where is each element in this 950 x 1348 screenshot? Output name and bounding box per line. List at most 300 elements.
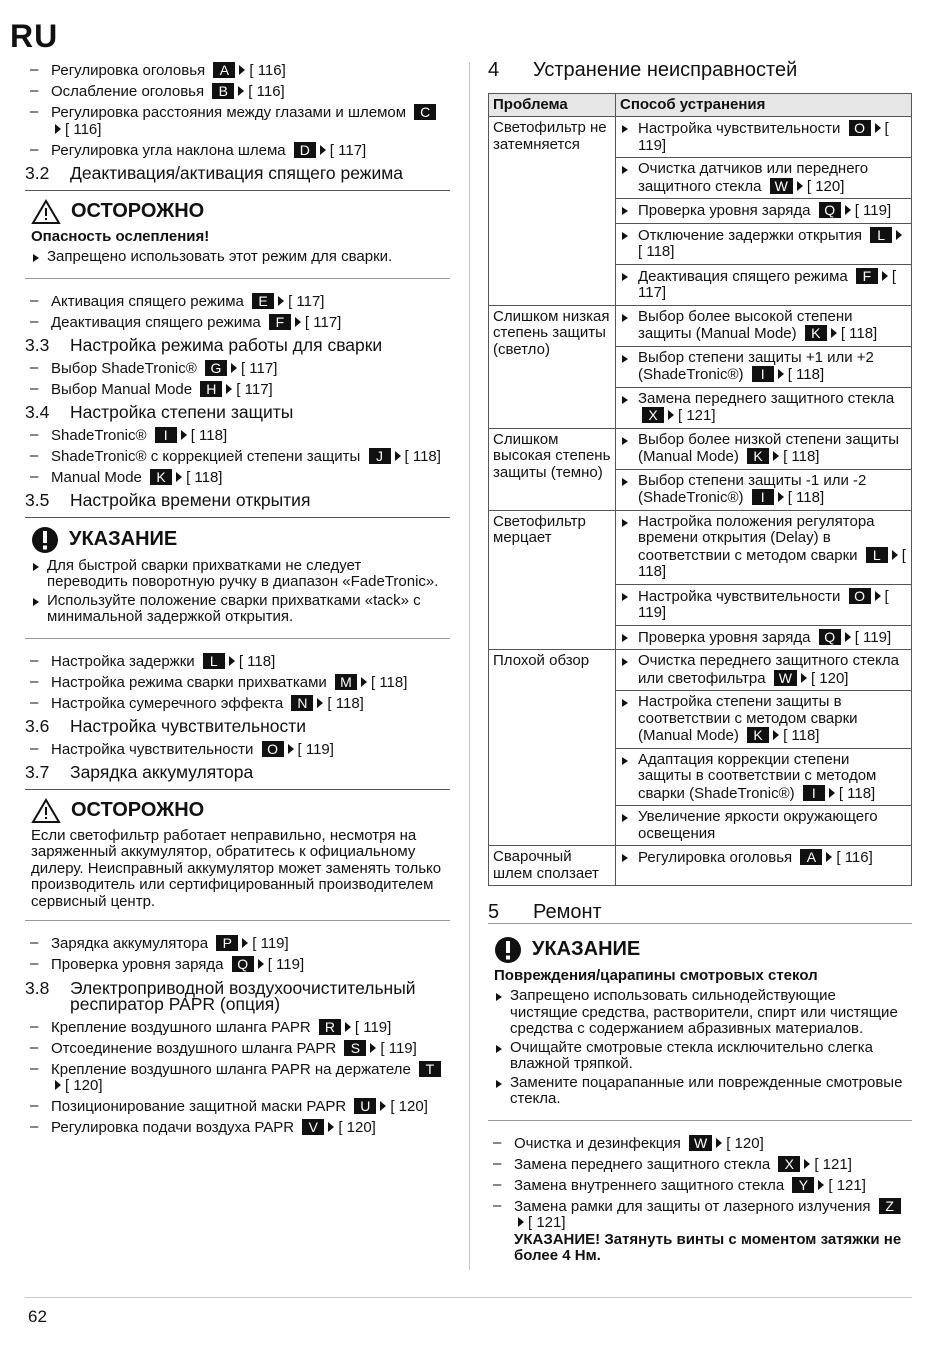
page-reference: [ 118] xyxy=(783,448,820,465)
solution-text: Адаптация коррекции степени защиты в соответствии с методом сварки (ShadeTronic®) xyxy=(638,750,877,802)
notice-header xyxy=(31,526,444,554)
figure-key-badge: K xyxy=(747,727,769,743)
page-reference: [ 119] xyxy=(638,120,889,154)
arrow-right-icon xyxy=(258,959,264,969)
arrow-right-icon xyxy=(716,1138,722,1148)
solution-cell xyxy=(616,691,912,749)
figure-key-badge: I xyxy=(155,427,177,443)
column-divider xyxy=(469,62,470,1270)
list-item-text: Деактивация спящего режима xyxy=(51,313,261,331)
list-item xyxy=(25,314,450,332)
caution-header xyxy=(31,199,444,225)
list-item-text: Настройка чувствительности xyxy=(51,740,254,758)
page-reference: [ 117] xyxy=(236,380,273,398)
figure-key-badge: Q xyxy=(819,629,841,645)
page-reference: [ 116] xyxy=(249,62,286,79)
arrow-right-icon xyxy=(317,698,323,708)
section-title: Настройка степени защиты xyxy=(70,402,294,422)
notice-bullet: Замените поцарапанные или поврежденные смотровые стекла. xyxy=(494,1075,906,1108)
list-item-text: Крепление воздушного шланга PAPR xyxy=(51,1018,311,1036)
column-header-problem: Проблема xyxy=(489,93,616,117)
arrow-right-icon xyxy=(328,1122,334,1132)
list-item-text: Выбор Manual Mode xyxy=(51,380,193,398)
arrow-right-icon xyxy=(845,205,851,215)
arrow-right-icon xyxy=(395,451,401,461)
page-reference: [ 118] xyxy=(186,468,223,486)
list-item xyxy=(25,935,450,953)
solution-cell xyxy=(616,305,912,346)
list-item-text: Замена внутреннего защитного стекла xyxy=(514,1176,785,1194)
torque-note: УКАЗАНИЕ! Затянуть винты с моментом затяжки не более 4 Нм. xyxy=(514,1230,902,1264)
list-item xyxy=(25,1019,450,1037)
section-3-5-list xyxy=(25,653,450,713)
solution-cell xyxy=(616,346,912,387)
list-item-text: Замена рамки для защиты от лазерного излучения xyxy=(514,1197,871,1215)
figure-key-badge: W xyxy=(689,1135,712,1151)
section-4-heading xyxy=(488,59,912,81)
arrow-right-icon xyxy=(55,124,61,134)
page-reference: [ 117] xyxy=(329,141,367,159)
figure-key-badge: I xyxy=(752,489,774,505)
page-reference: [ 118] xyxy=(238,652,276,670)
list-item xyxy=(25,741,450,759)
arrow-right-icon xyxy=(773,451,779,461)
arrow-right-icon xyxy=(518,1217,524,1227)
list-item-text: Очистка и дезинфекция xyxy=(514,1134,681,1152)
page-reference: [ 118] xyxy=(327,694,364,712)
page-reference: [ 117] xyxy=(638,267,897,301)
page-reference: [ 118] xyxy=(370,673,408,691)
list-item xyxy=(488,1135,912,1153)
page-reference: [ 121] xyxy=(678,407,716,424)
caution-box xyxy=(25,789,450,922)
figure-key-badge: C xyxy=(414,104,436,120)
section-3-7-list xyxy=(25,935,450,974)
solution-cell xyxy=(616,223,912,264)
figure-key-badge: A xyxy=(800,849,822,865)
figure-key-badge: X xyxy=(778,1156,800,1172)
problem-cell: Светофильтр не затемняется xyxy=(489,117,616,306)
list-item xyxy=(25,695,450,713)
figure-key-badge: P xyxy=(216,935,238,951)
caution-title: ОСТОРОЖНО xyxy=(71,200,205,223)
list-item-text: Крепление воздушного шланга PAPR на держателе xyxy=(51,1060,411,1078)
section-number: 3.3 xyxy=(25,335,50,355)
arrow-right-icon xyxy=(797,181,803,191)
warning-triangle-icon xyxy=(31,199,61,225)
figure-key-badge: K xyxy=(805,325,827,341)
notice-title: УКАЗАНИЕ xyxy=(532,938,641,961)
solution-cell xyxy=(616,806,912,846)
solution-cell xyxy=(616,846,912,886)
section-title: Деактивация/активация спящего режима xyxy=(70,163,404,183)
solution-cell xyxy=(616,428,912,469)
section-number: 3.6 xyxy=(25,716,50,736)
problem-cell: Светофильтр мерцает xyxy=(489,510,616,650)
list-item-text: ShadeTronic® xyxy=(51,426,147,444)
list-item xyxy=(488,1198,912,1265)
solution-cell xyxy=(616,264,912,305)
section-title: Настройка режима работы для сварки xyxy=(70,335,383,355)
list-item xyxy=(25,448,450,466)
arrow-right-icon xyxy=(668,410,674,420)
page-reference: [ 119] xyxy=(638,587,889,621)
arrow-right-icon xyxy=(845,632,851,642)
solution-cell xyxy=(616,584,912,625)
page-reference: [ 118] xyxy=(190,426,228,444)
list-item-text: Регулировка подачи воздуха PAPR xyxy=(51,1119,295,1136)
right-column xyxy=(488,59,912,1268)
list-item-text: Отсоединение воздушного шланга PAPR xyxy=(51,1039,337,1057)
solution-text: Очистка датчиков или переднего защитного стекла xyxy=(638,160,869,195)
section-3-2-list xyxy=(25,293,450,332)
solution-cell xyxy=(616,469,912,510)
list-item-text: Настройка режима сварки прихватками xyxy=(51,673,327,691)
section-title: Ремонт xyxy=(533,901,602,923)
language-label: RU xyxy=(10,18,59,54)
solution-text: Увеличение яркости окружающего освещения xyxy=(638,808,878,842)
solution-text: Отключение задержки открытия xyxy=(638,226,863,244)
caution-title: ОСТОРОЖНО xyxy=(71,799,205,822)
notice-subtitle: Повреждения/царапины смотровых стекол xyxy=(494,966,818,984)
caution-bullets xyxy=(31,249,444,266)
list-item-text: Регулировка расстояния между глазами и шлемом xyxy=(51,104,407,121)
solution-cell xyxy=(616,387,912,428)
arrow-right-icon xyxy=(773,730,779,740)
arrow-right-icon xyxy=(239,65,245,75)
list-item xyxy=(25,674,450,692)
caution-header xyxy=(31,798,444,824)
warning-triangle-icon xyxy=(31,798,61,824)
page-reference: [ 116] xyxy=(65,120,102,138)
list-item xyxy=(25,427,450,445)
figure-key-badge: Q xyxy=(819,202,841,218)
section-number: 3.4 xyxy=(25,402,50,422)
figure-key-badge: F xyxy=(269,314,291,330)
page-reference: [ 120] xyxy=(726,1134,764,1152)
page-reference: [ 118] xyxy=(838,784,876,802)
notice-bullets xyxy=(494,988,906,1108)
solution-cell xyxy=(616,650,912,691)
solution-text: Замена переднего защитного стекла xyxy=(638,389,895,407)
arrow-right-icon xyxy=(892,550,898,560)
section-title: Настройка чувствительности xyxy=(70,716,307,736)
section-3-4-heading xyxy=(25,404,450,421)
page-reference: [ 121] xyxy=(828,1176,866,1194)
figure-key-badge: I xyxy=(752,366,774,382)
arrow-right-icon xyxy=(278,296,284,306)
notice-bullets xyxy=(31,558,444,626)
section-title: Электроприводной воздухоочистительный респиратор PAPR (опция) xyxy=(70,977,416,1014)
notice-title: УКАЗАНИЕ xyxy=(69,528,178,551)
list-item-text: Позиционирование защитной маски PAPR xyxy=(51,1098,347,1115)
figure-key-badge: L xyxy=(866,547,888,563)
solution-text: Очистка переднего защитного стекла или светофильтра xyxy=(638,652,899,687)
solution-text: Выбор более высокой степени защиты (Manual Mode) xyxy=(638,307,853,342)
arrow-right-icon xyxy=(370,1043,376,1053)
solution-text: Настройка чувствительности xyxy=(638,587,841,605)
list-item xyxy=(25,1119,450,1137)
page-reference: [ 120] xyxy=(390,1098,428,1115)
section-3-3-list xyxy=(25,360,450,399)
figure-key-badge: J xyxy=(369,448,391,464)
arrow-right-icon xyxy=(801,673,807,683)
list-item-text: Настройка сумеречного эффекта xyxy=(51,694,284,712)
section-3-4-list xyxy=(25,427,450,487)
page-reference: [ 119] xyxy=(854,628,892,646)
solution-text: Настройка положения регулятора времени открытия (Delay) в соответствии с методом сварки xyxy=(638,512,875,564)
list-item xyxy=(25,1061,450,1095)
solution-cell xyxy=(616,510,912,584)
list-item xyxy=(25,142,450,160)
page-reference: [ 118] xyxy=(787,366,825,383)
page-reference: [ 119] xyxy=(252,935,289,952)
section-number: 3.2 xyxy=(25,163,50,183)
arrow-right-icon xyxy=(242,938,248,948)
troubleshooting-table xyxy=(488,93,912,887)
list-item xyxy=(25,381,450,399)
page-reference: [ 120] xyxy=(806,177,845,195)
figure-key-badge: M xyxy=(335,674,357,690)
exclamation-circle-icon xyxy=(494,936,522,964)
arrow-right-icon xyxy=(831,328,837,338)
page-reference: [ 117] xyxy=(240,359,278,377)
page-reference: [ 121] xyxy=(814,1155,852,1173)
solution-text: Выбор более низкой степени защиты (Manual Mode) xyxy=(638,430,900,465)
section-number: 4 xyxy=(488,59,500,81)
solution-text: Проверка уровня заряда xyxy=(638,628,811,646)
section-3-8-heading xyxy=(25,977,450,1014)
solution-text: Настройка степени защиты в соответствии с методом сварки (Manual Mode) xyxy=(638,693,858,744)
section-3-2-heading xyxy=(25,165,450,182)
list-item xyxy=(488,1156,912,1174)
solution-text: Деактивация спящего режима xyxy=(638,267,848,285)
caution-bullet: Запрещено использовать этот режим для сварки. xyxy=(31,249,444,266)
page-reference: [ 118] xyxy=(840,325,878,342)
section-3-6-heading xyxy=(25,718,450,735)
notice-box xyxy=(25,517,450,639)
figure-key-badge: W xyxy=(770,178,793,194)
arrow-right-icon xyxy=(804,1159,810,1169)
page-reference: [ 118] xyxy=(638,546,906,580)
table-row xyxy=(489,117,912,158)
list-item xyxy=(25,360,450,378)
exclamation-circle-icon xyxy=(31,526,59,554)
notice-bullet: Запрещено использовать сильнодействующие чистящие средства, растворители, спирт или чистящие средства с содержанием абразивных материалов. xyxy=(494,988,906,1038)
arrow-right-icon xyxy=(882,271,888,281)
list-item-text: Ослабление оголовья xyxy=(51,83,205,100)
page-reference: [ 118] xyxy=(404,447,441,465)
caution-subtitle: Опасность ослепления! xyxy=(31,227,210,245)
section-3-7-heading xyxy=(25,764,450,781)
list-item xyxy=(25,83,450,101)
list-item-text: Зарядка аккумулятора xyxy=(51,935,209,952)
list-item-text: Активация спящего режима xyxy=(51,292,244,310)
solution-text: Выбор степени защиты +1 или +2 (ShadeTronic®) xyxy=(638,348,874,383)
problem-cell: Плохой обзор xyxy=(489,650,616,846)
solution-text: Выбор степени защиты -1 или -2 (ShadeTronic®) xyxy=(638,471,867,506)
page-reference: [ 119] xyxy=(354,1018,392,1036)
left-column xyxy=(25,62,450,1140)
solution-cell xyxy=(616,625,912,650)
figure-key-badge: E xyxy=(252,293,274,309)
section-5-list xyxy=(488,1135,912,1265)
section-number: 3.5 xyxy=(25,490,50,510)
section-number: 5 xyxy=(488,901,500,923)
solution-text: Проверка уровня заряда xyxy=(638,202,811,219)
list-item xyxy=(25,1098,450,1116)
section-title: Устранение неисправностей xyxy=(533,59,798,81)
section-number: 3.8 xyxy=(25,977,50,998)
column-header-solution: Способ устранения xyxy=(616,93,912,117)
section-3-5-heading xyxy=(25,492,450,509)
arrow-right-icon xyxy=(361,677,367,687)
figure-key-badge: V xyxy=(302,1119,324,1135)
arrow-right-icon xyxy=(231,363,237,373)
intro-list xyxy=(25,62,450,159)
list-item-text: Manual Mode xyxy=(51,468,142,486)
list-item xyxy=(25,1040,450,1058)
solution-text: Регулировка оголовья xyxy=(638,849,793,866)
section-number: 3.7 xyxy=(25,762,50,782)
solution-cell xyxy=(616,117,912,158)
figure-key-badge: L xyxy=(870,227,892,243)
list-item-text: Выбор ShadeTronic® xyxy=(51,359,197,377)
table-header-row xyxy=(489,93,912,117)
list-item-text: Проверка уровня заряда xyxy=(51,956,224,973)
arrow-right-icon xyxy=(829,788,835,798)
page-reference: [ 118] xyxy=(638,243,675,260)
table-row xyxy=(489,305,912,346)
page-reference: [ 116] xyxy=(248,83,285,100)
arrow-right-icon xyxy=(778,492,784,502)
section-title: Настройка времени открытия xyxy=(70,490,311,510)
figure-key-badge: W xyxy=(774,670,797,686)
figure-key-badge: H xyxy=(200,381,222,397)
figure-key-badge: B xyxy=(212,83,234,99)
arrow-right-icon xyxy=(229,656,235,666)
section-title: Зарядка аккумулятора xyxy=(70,762,254,782)
arrow-right-icon xyxy=(345,1022,351,1032)
arrow-right-icon xyxy=(380,1101,386,1111)
problem-cell: Слишком высокая степень защиты (темно) xyxy=(489,428,616,510)
figure-key-badge: X xyxy=(642,407,664,423)
arrow-right-icon xyxy=(55,1080,61,1090)
page-reference: [ 118] xyxy=(783,727,820,744)
list-item xyxy=(488,1177,912,1195)
figure-key-badge: N xyxy=(291,695,313,711)
figure-key-badge: Y xyxy=(792,1177,814,1193)
page-reference: [ 118] xyxy=(787,489,825,506)
notice-bullet: Очищайте смотровые стекла исключительно слегка влажной тряпкой. xyxy=(494,1040,906,1073)
page-reference: [ 119] xyxy=(267,956,305,973)
figure-key-badge: D xyxy=(294,142,316,158)
list-item xyxy=(25,956,450,974)
list-item-text: Регулировка оголовья xyxy=(51,62,206,79)
section-3-3-heading xyxy=(25,337,450,354)
caution-text: Если светофильтр работает неправильно, несмотря на заряженный аккумулятор, обратитесь к официальному дилеру. Неисправный аккумулятор может заменять только производитель или сертифицированный производителем сервисный центр. xyxy=(31,826,442,910)
page-reference: [ 116] xyxy=(836,849,873,866)
figure-key-badge: R xyxy=(319,1019,341,1035)
solution-cell xyxy=(616,199,912,224)
problem-cell: Сварочный шлем сползает xyxy=(489,846,616,886)
list-item xyxy=(25,293,450,311)
solution-cell xyxy=(616,158,912,199)
figure-key-badge: S xyxy=(344,1040,366,1056)
figure-key-badge: F xyxy=(856,268,878,284)
solution-cell xyxy=(616,748,912,806)
arrow-right-icon xyxy=(896,230,902,240)
figure-key-badge: I xyxy=(803,785,825,801)
problem-cell: Слишком низкая степень защиты (светло) xyxy=(489,305,616,428)
page-reference: [ 117] xyxy=(304,313,342,331)
page-reference: [ 119] xyxy=(297,740,334,758)
figure-key-badge: K xyxy=(747,448,769,464)
page-reference: [ 119] xyxy=(854,202,892,219)
page-number: 62 xyxy=(28,1307,47,1326)
notice-box xyxy=(488,928,912,1121)
figure-key-badge: O xyxy=(849,120,871,136)
notice-bullet: Для быстрой сварки прихватками не следует переводить поворотную ручку в диапазон «FadeTronic». xyxy=(31,558,444,591)
list-item-text: Замена переднего защитного стекла xyxy=(514,1155,771,1173)
caution-box xyxy=(25,190,450,279)
figure-key-badge: T xyxy=(419,1061,441,1077)
section-3-6-list xyxy=(25,741,450,759)
arrow-right-icon xyxy=(181,430,187,440)
table-row xyxy=(489,846,912,886)
page-reference: [ 119] xyxy=(380,1039,417,1057)
figure-key-badge: G xyxy=(205,360,227,376)
page-reference: [ 117] xyxy=(288,292,325,310)
figure-key-badge: L xyxy=(203,653,225,669)
table-row xyxy=(489,650,912,691)
figure-key-badge: K xyxy=(150,469,172,485)
section-5-heading xyxy=(488,901,912,924)
figure-key-badge: A xyxy=(213,62,235,78)
page-reference: [ 121] xyxy=(528,1214,566,1231)
page-reference: [ 120] xyxy=(338,1119,376,1136)
arrow-right-icon xyxy=(295,317,301,327)
arrow-right-icon xyxy=(818,1180,824,1190)
list-item-text: Регулировка угла наклона шлема xyxy=(51,141,286,159)
page-reference: [ 120] xyxy=(810,669,849,687)
arrow-right-icon xyxy=(320,145,326,155)
list-item xyxy=(25,104,450,138)
table-row xyxy=(489,510,912,584)
notice-header xyxy=(494,936,906,964)
figure-key-badge: Q xyxy=(232,956,254,972)
figure-key-badge: O xyxy=(262,741,284,757)
arrow-right-icon xyxy=(778,369,784,379)
list-item xyxy=(25,469,450,487)
page-reference: [ 120] xyxy=(65,1077,103,1094)
figure-key-badge: Z xyxy=(879,1198,901,1214)
list-item xyxy=(25,62,450,80)
arrow-right-icon xyxy=(226,384,232,394)
solution-text: Настройка чувствительности xyxy=(638,120,841,137)
arrow-right-icon xyxy=(288,744,294,754)
arrow-right-icon xyxy=(176,472,182,482)
figure-key-badge: U xyxy=(354,1098,376,1114)
arrow-right-icon xyxy=(875,123,881,133)
section-3-8-list xyxy=(25,1019,450,1137)
arrow-right-icon xyxy=(875,591,881,601)
list-item-text: ShadeTronic® с коррекцией степени защиты xyxy=(51,447,361,465)
list-item-text: Настройка задержки xyxy=(51,652,195,670)
notice-bullet: Используйте положение сварки прихватками «tack» с минимальной задержкой открытия. xyxy=(31,593,444,626)
arrow-right-icon xyxy=(238,86,244,96)
footer-divider xyxy=(25,1297,912,1298)
